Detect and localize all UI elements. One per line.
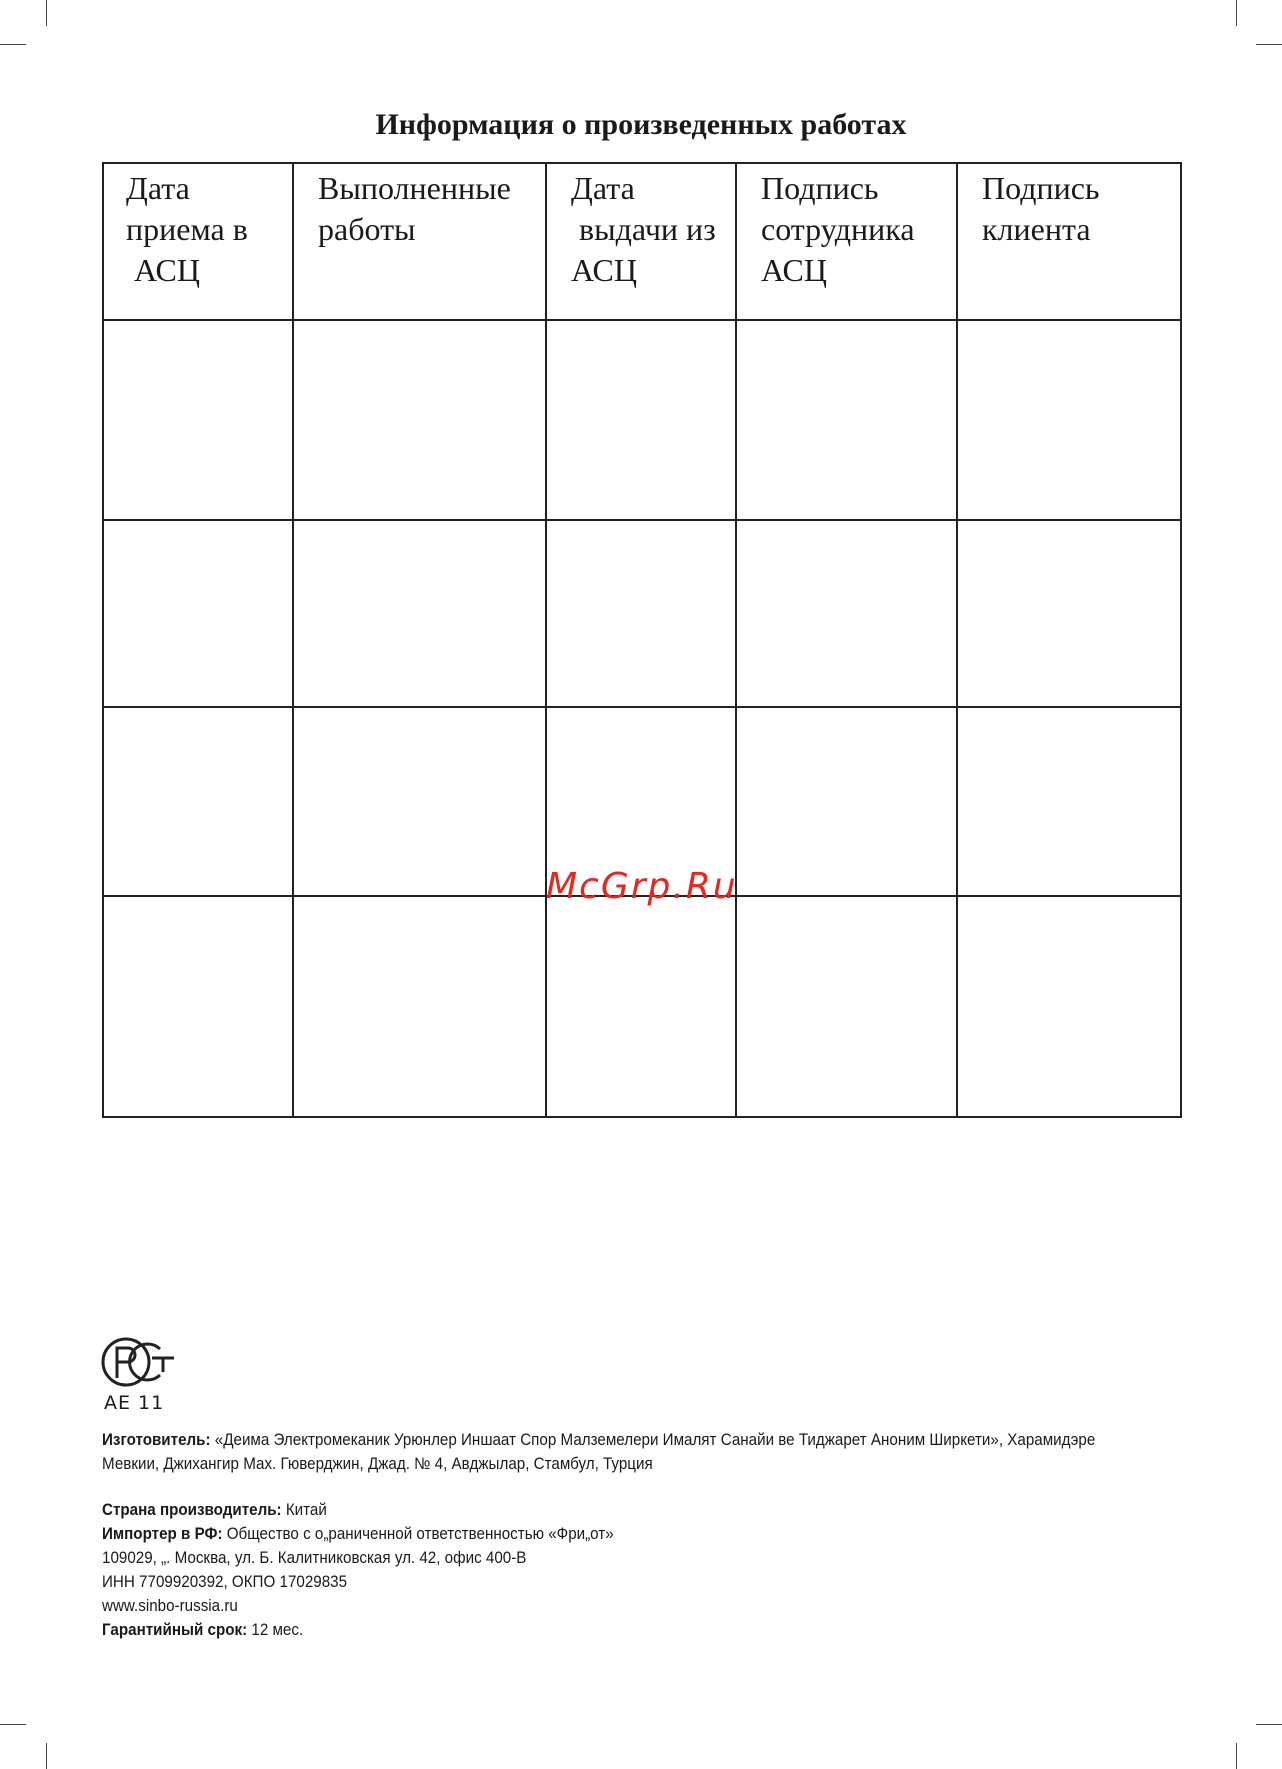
table-cell[interactable]: [736, 520, 957, 707]
table-cell[interactable]: [546, 320, 736, 520]
table-cell[interactable]: [103, 707, 293, 896]
crop-mark: [1256, 44, 1282, 45]
crop-mark: [0, 1724, 26, 1725]
importer-line: [102, 1522, 1096, 1546]
importer-value: Общество с о„раниченной ответственностью «Фри„от»: [222, 1525, 614, 1543]
watermark: McGrp.Ru: [546, 866, 738, 907]
table-row: [103, 896, 1181, 1117]
importer-label: Импортер в РФ:: [102, 1525, 223, 1543]
table-cell[interactable]: [736, 320, 957, 520]
table-cell[interactable]: [736, 707, 957, 896]
warranty-line: [102, 1618, 1096, 1642]
crop-mark: [1236, 0, 1237, 26]
table-row: [103, 320, 1181, 520]
table-cell[interactable]: [293, 896, 546, 1117]
page-title: Информация о произведенных работах: [375, 108, 907, 141]
table-cell[interactable]: [957, 707, 1181, 896]
header-text: работы: [318, 211, 416, 247]
header-text: Дата: [126, 170, 190, 206]
table-cell[interactable]: [957, 520, 1181, 707]
table-cell[interactable]: [293, 320, 546, 520]
header-text: Дата: [571, 170, 635, 206]
table-cell[interactable]: [103, 320, 293, 520]
header-text: АСЦ: [761, 252, 827, 288]
header-receipt-date: [103, 163, 293, 320]
header-text: АСЦ: [126, 252, 200, 288]
crop-mark: [1236, 1743, 1237, 1769]
manufacturer-label: Изготовитель:: [102, 1431, 211, 1449]
warranty-label: Гарантийный срок:: [102, 1621, 248, 1639]
importer-address: 109029, „. Москва, ул. Б. Калитниковская ул. 42, офис 400-В: [102, 1549, 527, 1567]
crop-mark: [1256, 1724, 1282, 1725]
table-cell[interactable]: [957, 320, 1181, 520]
header-client-signature: [957, 163, 1181, 320]
header-text: клиента: [982, 211, 1091, 247]
header-text: Подпись: [761, 170, 879, 206]
website-link[interactable]: www.sinbo-russia.ru: [102, 1597, 238, 1615]
header-text: АСЦ: [571, 252, 637, 288]
country-label: Страна производитель:: [102, 1501, 282, 1519]
header-text: Выполненные: [318, 170, 511, 206]
warranty-value: 12 мес.: [247, 1621, 304, 1639]
manufacturer-address: Мевкии, Джихангир Мах. Гюверджин, Джад. № 4, Авджылар, Стамбул, Турция: [102, 1455, 653, 1473]
table-cell[interactable]: [293, 707, 546, 896]
crop-mark: [46, 0, 47, 26]
header-issue-date: [546, 163, 736, 320]
country-line: [102, 1498, 1096, 1522]
table-cell[interactable]: [103, 520, 293, 707]
table-cell[interactable]: [103, 896, 293, 1117]
header-text: Подпись: [982, 170, 1100, 206]
header-work-done: [293, 163, 546, 320]
table-cell[interactable]: [546, 520, 736, 707]
works-table: [102, 162, 1182, 1118]
header-text: приема в: [126, 211, 248, 247]
table-cell[interactable]: [293, 520, 546, 707]
table-cell[interactable]: [736, 896, 957, 1117]
table-cell[interactable]: [957, 896, 1181, 1117]
table-cell[interactable]: [546, 896, 736, 1117]
importer-ids: ИНН 7709920392, ОКПО 17029835: [102, 1573, 348, 1591]
manufacturer-info: [102, 1428, 1178, 1476]
manufacturer-line: [102, 1428, 1178, 1452]
certification-code: AE 11: [104, 1392, 165, 1414]
header-text: сотрудника: [761, 211, 915, 247]
table-header-row: [103, 163, 1181, 320]
header-employee-signature: [736, 163, 957, 320]
rst-certification-icon: [100, 1334, 180, 1390]
table-row: [103, 520, 1181, 707]
importer-info: [102, 1498, 1096, 1642]
crop-mark: [0, 44, 26, 45]
country-value: Китай: [281, 1501, 327, 1519]
crop-mark: [46, 1743, 47, 1769]
manufacturer-name: «Деима Электромеканик Урюнлер Иншаат Спор Малземелери Ималят Санайи ве Тиджарет Аноним Ширкети», Харамидэре: [210, 1431, 1096, 1449]
header-text: выдачи из: [571, 211, 716, 247]
